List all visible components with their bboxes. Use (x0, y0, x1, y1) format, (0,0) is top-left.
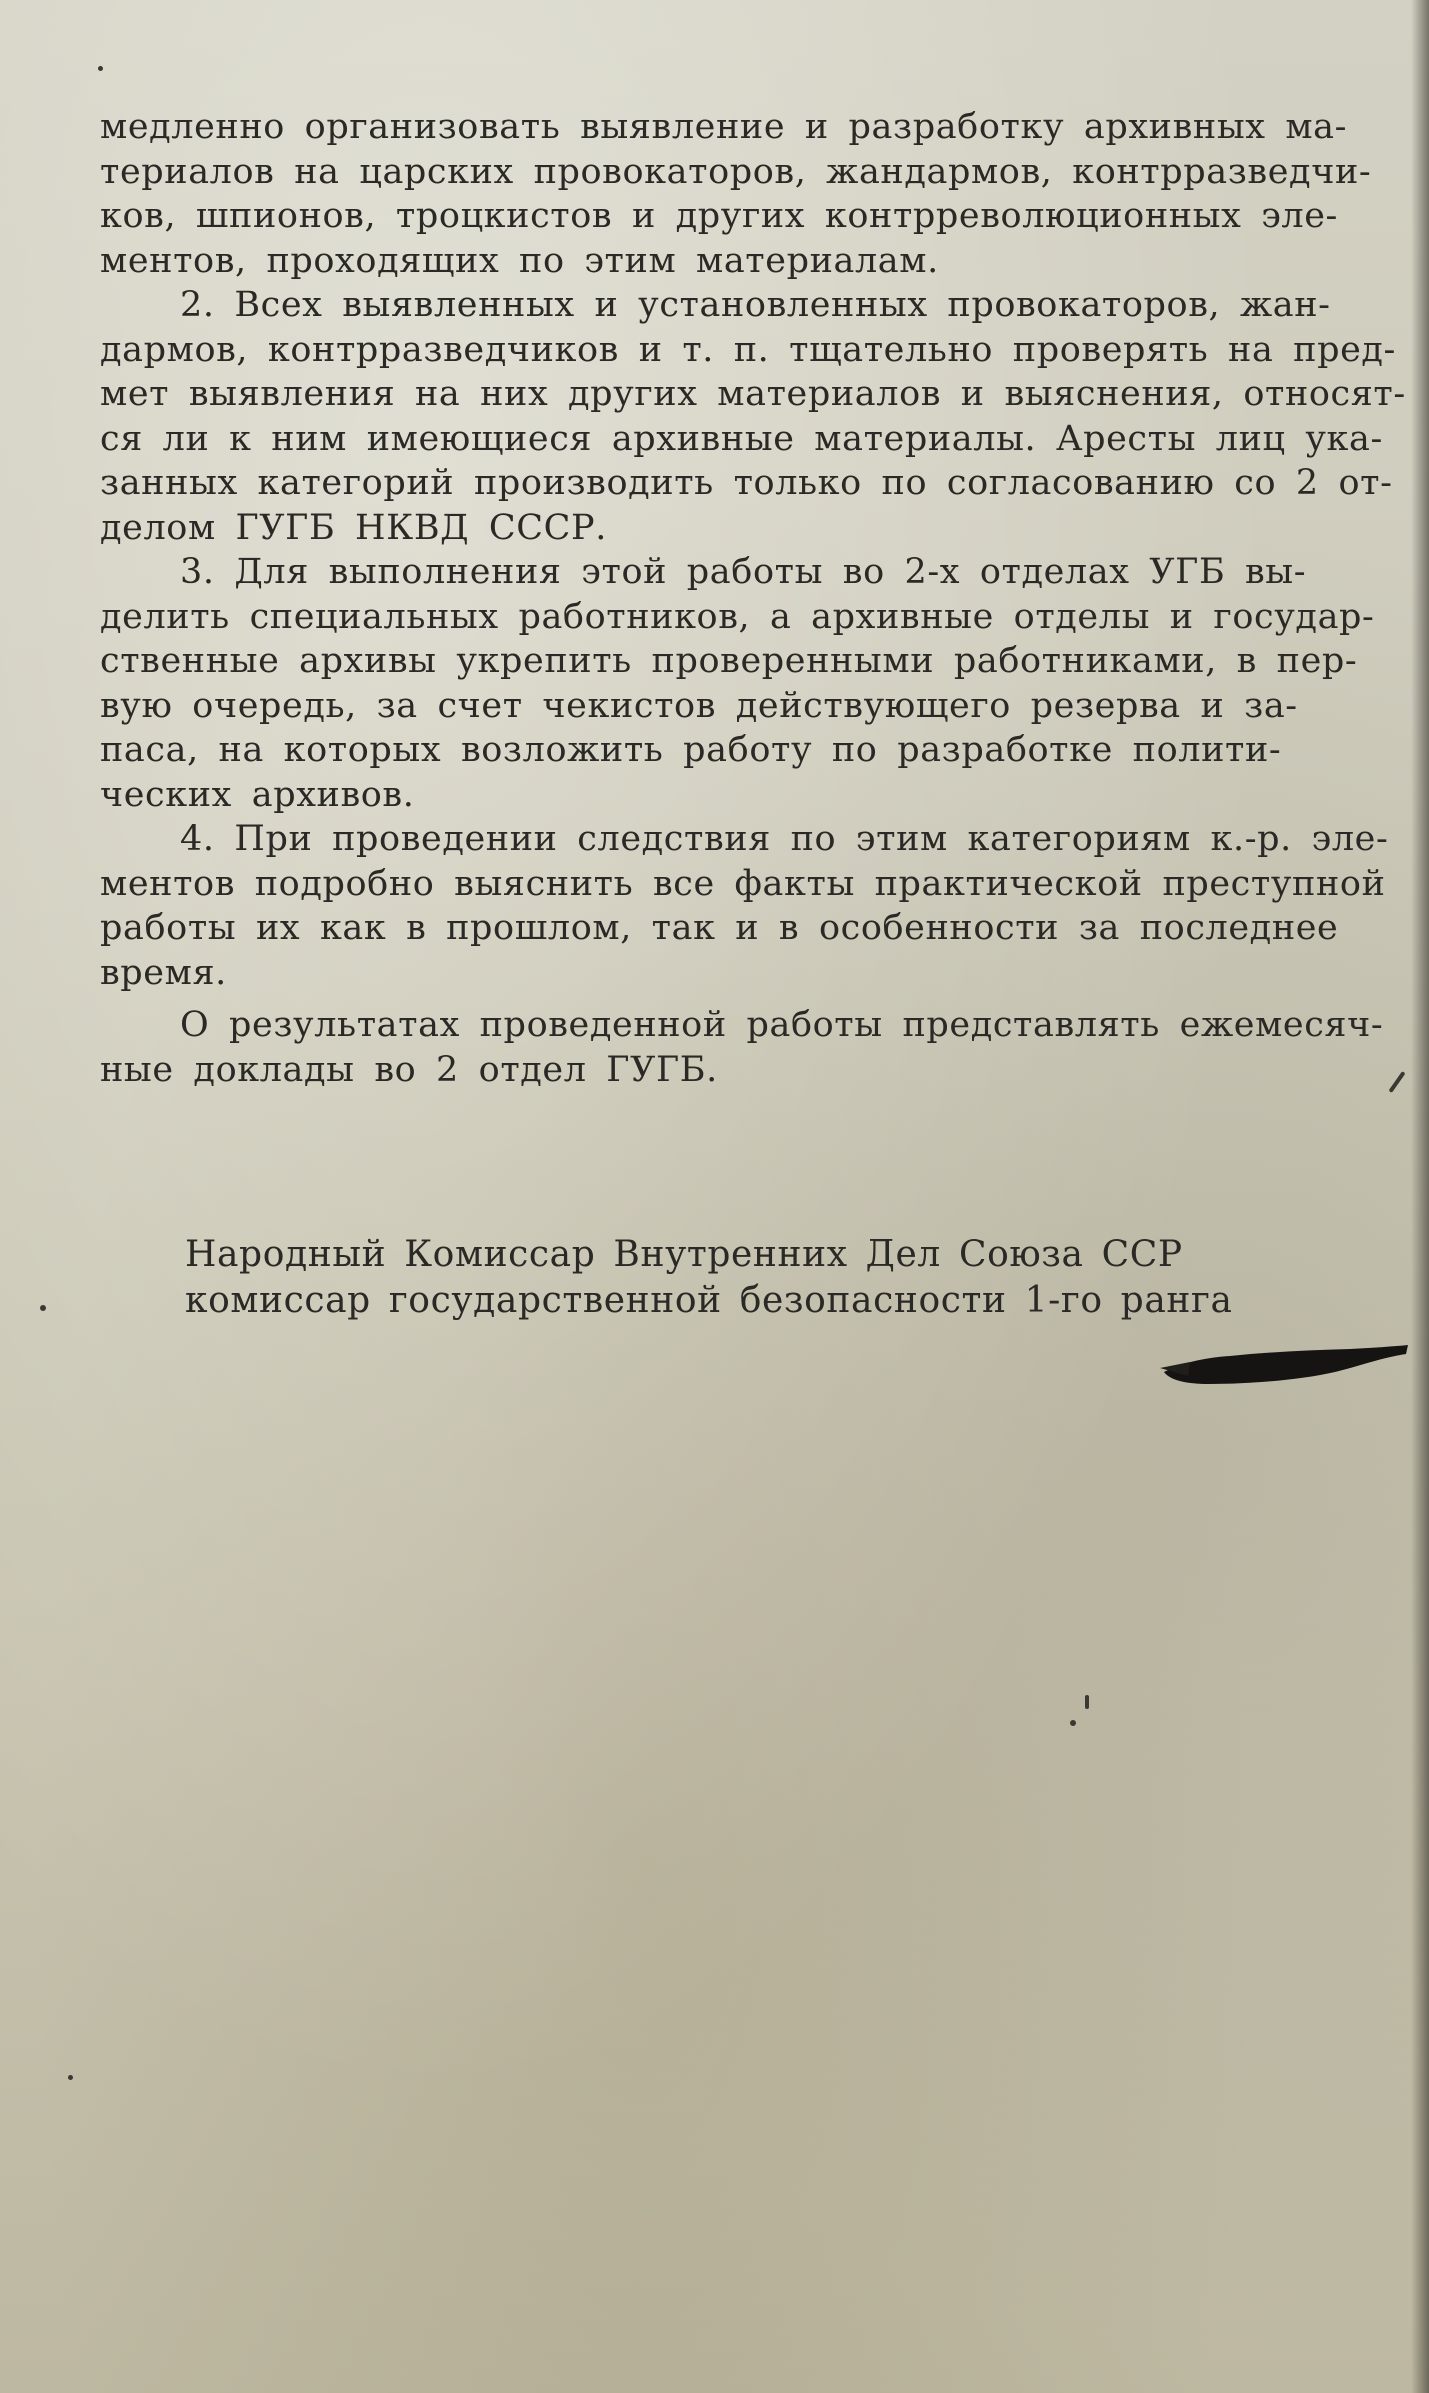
ink-speck (40, 1305, 46, 1311)
text-line: делом ГУГБ НКВД СССР. (100, 507, 607, 548)
ink-speck (1085, 1695, 1089, 1709)
text-line: ков, шпионов, троцкистов и других контрреволюционных эле- (100, 196, 1338, 236)
text-line: ся ли к ним имеющиеся архивные материалы. Аресты лиц ука- (100, 418, 1383, 459)
text-line: вую очередь, за счет чекистов действующего резерва и за- (100, 685, 1298, 726)
text-line: ные доклады во 2 отдел ГУГБ. (100, 1049, 718, 1090)
signatory-rank: комиссар государственной безопасности 1-го ранга (185, 1280, 1233, 1321)
closing-paragraph-start: О результатах проведенной работы представлять ежемесяч- (180, 1005, 1384, 1045)
text-line: териалов на царских провокаторов, жандармов, контрразведчи- (100, 151, 1372, 192)
paragraph-2-start: 2. Всех выявленных и установленных провокаторов, жан- (180, 285, 1331, 325)
text-line: время. (100, 952, 227, 993)
text-line: ментов, проходящих по этим материалам. (100, 240, 939, 281)
paragraph-3-start: 3. Для выполнения этой работы во 2-х отделах УГБ вы- (180, 552, 1307, 592)
signatory-title: Народный Комиссар Внутренних Дел Союза ССР (185, 1234, 1183, 1275)
paragraph-4-start: 4. При проведении следствия по этим категориям к.-р. эле- (180, 819, 1389, 859)
document-body (100, 105, 1428, 1092)
text-line: паса, на которых возложить работу по разработке полити- (100, 730, 1282, 770)
text-line: занных категорий производить только по согласованию со 2 от- (100, 463, 1393, 503)
text-line: медленно организовать выявление и разработку архивных ма- (100, 107, 1348, 147)
text-line: ментов подробно выяснить все факты практической преступной (100, 863, 1386, 904)
text-line: мет выявления на них других материалов и выяснения, относят- (100, 374, 1406, 414)
ink-speck (1070, 1720, 1076, 1726)
ink-speck (98, 66, 103, 71)
text-line: ственные архивы укрепить проверенными работниками, в пер- (100, 641, 1358, 681)
text-line: ческих архивов. (100, 774, 415, 815)
paragraph-gap (100, 995, 1428, 1003)
text-line: дармов, контрразведчиков и т. п. тщательно проверять на пред- (100, 329, 1396, 370)
text-line: делить специальных работников, а архивные отделы и государ- (100, 596, 1375, 637)
text-line: работы их как в прошлом, так и в особенности за последнее (100, 908, 1339, 948)
ink-speck (68, 2075, 73, 2080)
signature-block (185, 1232, 1233, 1324)
redacted-signature-mark (1160, 1342, 1410, 1388)
